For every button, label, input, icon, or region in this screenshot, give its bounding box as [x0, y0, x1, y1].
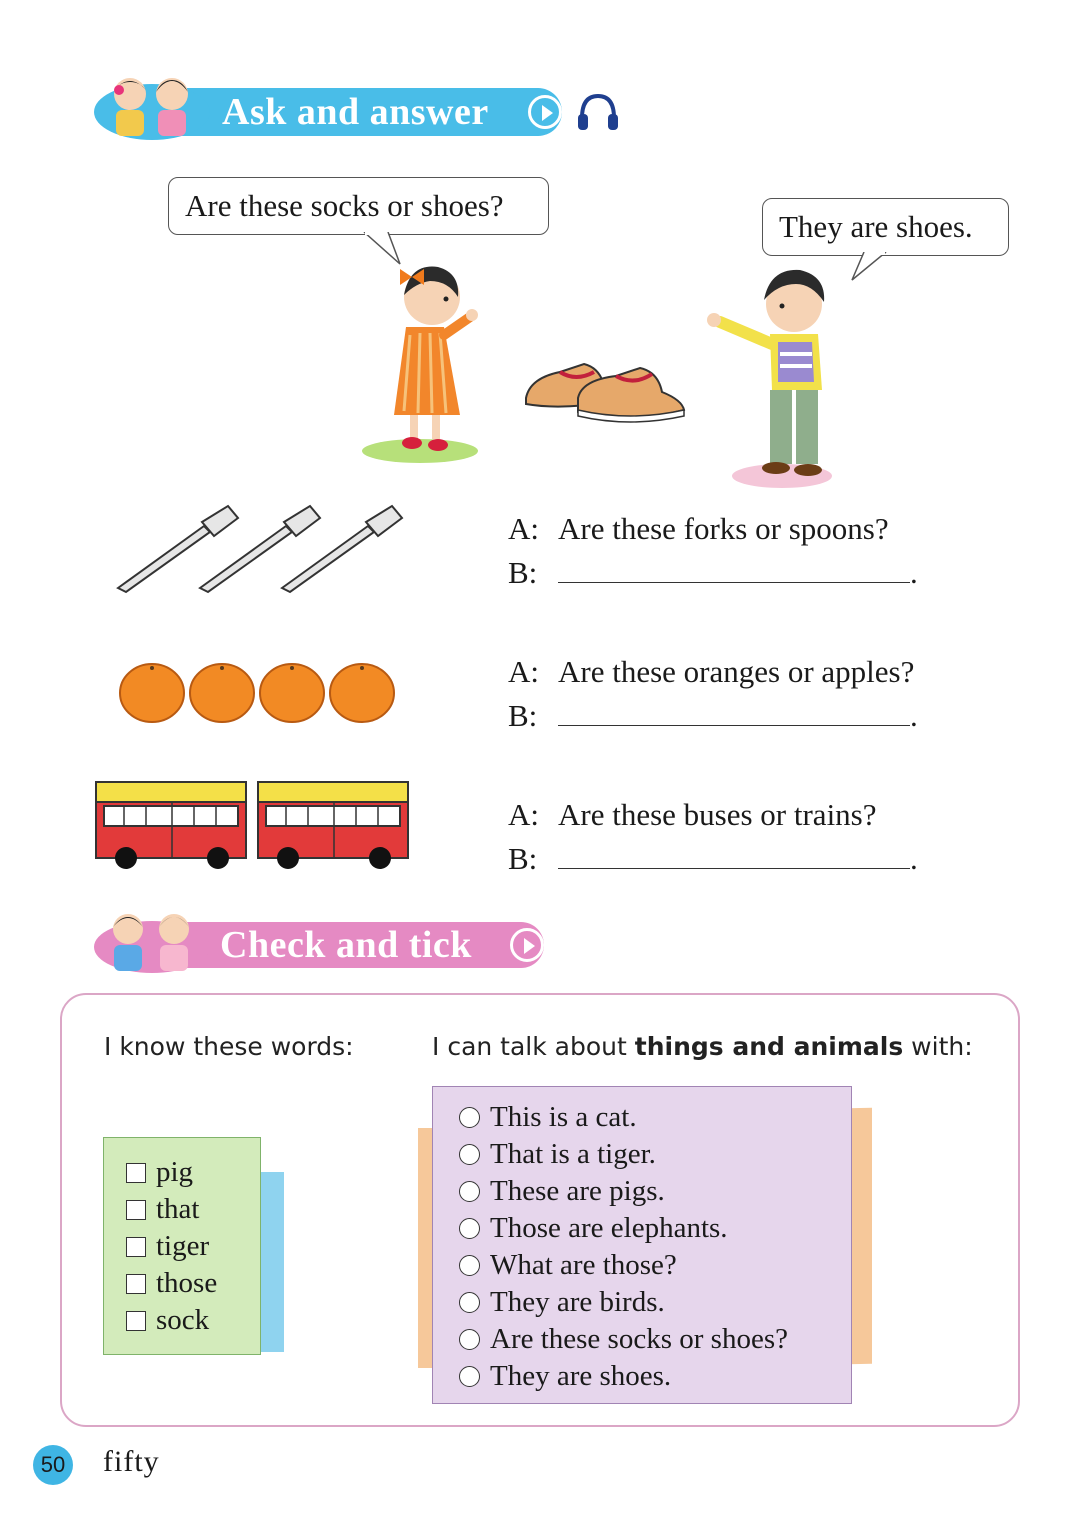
sentence-label: They are birds. [490, 1286, 665, 1318]
radio-circle[interactable] [459, 1366, 480, 1387]
sentence-label: What are those? [490, 1249, 677, 1281]
page-number-word: fifty [103, 1445, 160, 1478]
forks-illustration [110, 500, 410, 600]
play-arrow-icon[interactable] [510, 928, 544, 962]
a-label: A: [508, 654, 539, 689]
word-item[interactable] [126, 1191, 217, 1228]
word-label: those [156, 1267, 218, 1299]
kids-icon [92, 68, 212, 144]
b-label: B: [508, 698, 538, 733]
sentence-item[interactable] [459, 1358, 788, 1395]
radio-circle[interactable] [459, 1292, 480, 1313]
checkbox[interactable] [126, 1237, 146, 1257]
words-box [103, 1137, 261, 1355]
word-item[interactable] [126, 1302, 217, 1339]
radio-circle[interactable] [459, 1218, 480, 1239]
period: . [910, 698, 918, 733]
page-number-badge: 50 [33, 1445, 73, 1485]
kids-icon [92, 905, 212, 977]
sentence-label: Are these socks or shoes? [490, 1323, 788, 1355]
word-label: that [156, 1193, 200, 1225]
exercise-1 [508, 507, 918, 595]
word-label: sock [156, 1304, 210, 1336]
talk-heading-bold: things and animals [634, 1032, 904, 1061]
exercise-1-answer-blank[interactable] [558, 552, 910, 583]
b-label: B: [508, 841, 538, 876]
oranges-illustration [118, 660, 400, 726]
period: . [910, 841, 918, 876]
bubble-tail-right [846, 252, 892, 284]
headphones-icon[interactable] [576, 90, 620, 134]
buses-illustration [94, 780, 412, 870]
a-label: A: [508, 511, 539, 546]
sentence-label: That is a tiger. [490, 1138, 656, 1170]
exercise-3-answer-blank[interactable] [558, 838, 910, 869]
talk-heading-post: with: [903, 1032, 973, 1061]
exercise-3 [508, 793, 918, 881]
shoes-illustration [520, 350, 690, 426]
sentence-item[interactable] [459, 1321, 788, 1358]
sentence-label: This is a cat. [490, 1101, 637, 1133]
sentence-label: These are pigs. [490, 1175, 665, 1207]
sentences-list [459, 1099, 788, 1395]
radio-circle[interactable] [459, 1255, 480, 1276]
period: . [910, 555, 918, 590]
play-arrow-icon[interactable] [528, 95, 562, 129]
sentence-item[interactable] [459, 1099, 788, 1136]
exercise-2-question: Are these oranges or apples? [558, 654, 915, 689]
sentence-item[interactable] [459, 1210, 788, 1247]
check-tick-title: Check and tick [220, 924, 472, 966]
words-list [126, 1154, 217, 1339]
exercise-3-question: Are these buses or trains? [558, 797, 877, 832]
exercise-1-question: Are these forks or spoons? [558, 511, 889, 546]
checkbox[interactable] [126, 1200, 146, 1220]
radio-circle[interactable] [459, 1107, 480, 1128]
checkbox[interactable] [126, 1274, 146, 1294]
radio-circle[interactable] [459, 1329, 480, 1350]
talk-heading [432, 1032, 973, 1061]
answer-bubble-text: They are shoes. [779, 209, 973, 244]
sentence-item[interactable] [459, 1173, 788, 1210]
sentence-label: They are shoes. [490, 1360, 672, 1392]
words-heading: I know these words: [104, 1032, 354, 1061]
girl-illustration [360, 255, 490, 465]
sentence-item[interactable] [459, 1284, 788, 1321]
exercise-2-answer-blank[interactable] [558, 695, 910, 726]
a-label: A: [508, 797, 539, 832]
word-item[interactable] [126, 1154, 217, 1191]
sentences-box [432, 1086, 852, 1404]
b-label: B: [508, 555, 538, 590]
exercise-2 [508, 650, 918, 738]
ask-answer-title: Ask and answer [222, 91, 489, 133]
sentence-label: Those are elephants. [490, 1212, 728, 1244]
question-bubble-text: Are these socks or shoes? [185, 188, 504, 223]
checkbox[interactable] [126, 1163, 146, 1183]
word-label: tiger [156, 1230, 210, 1262]
answer-bubble [762, 198, 1009, 256]
question-bubble [168, 177, 549, 235]
word-label: pig [156, 1156, 194, 1188]
word-item[interactable] [126, 1265, 217, 1302]
sentence-item[interactable] [459, 1247, 788, 1284]
sentence-item[interactable] [459, 1136, 788, 1173]
talk-heading-pre: I can talk about [432, 1032, 635, 1061]
radio-circle[interactable] [459, 1181, 480, 1202]
radio-circle[interactable] [459, 1144, 480, 1165]
boy-illustration [700, 262, 840, 492]
word-item[interactable] [126, 1228, 217, 1265]
checkbox[interactable] [126, 1311, 146, 1331]
